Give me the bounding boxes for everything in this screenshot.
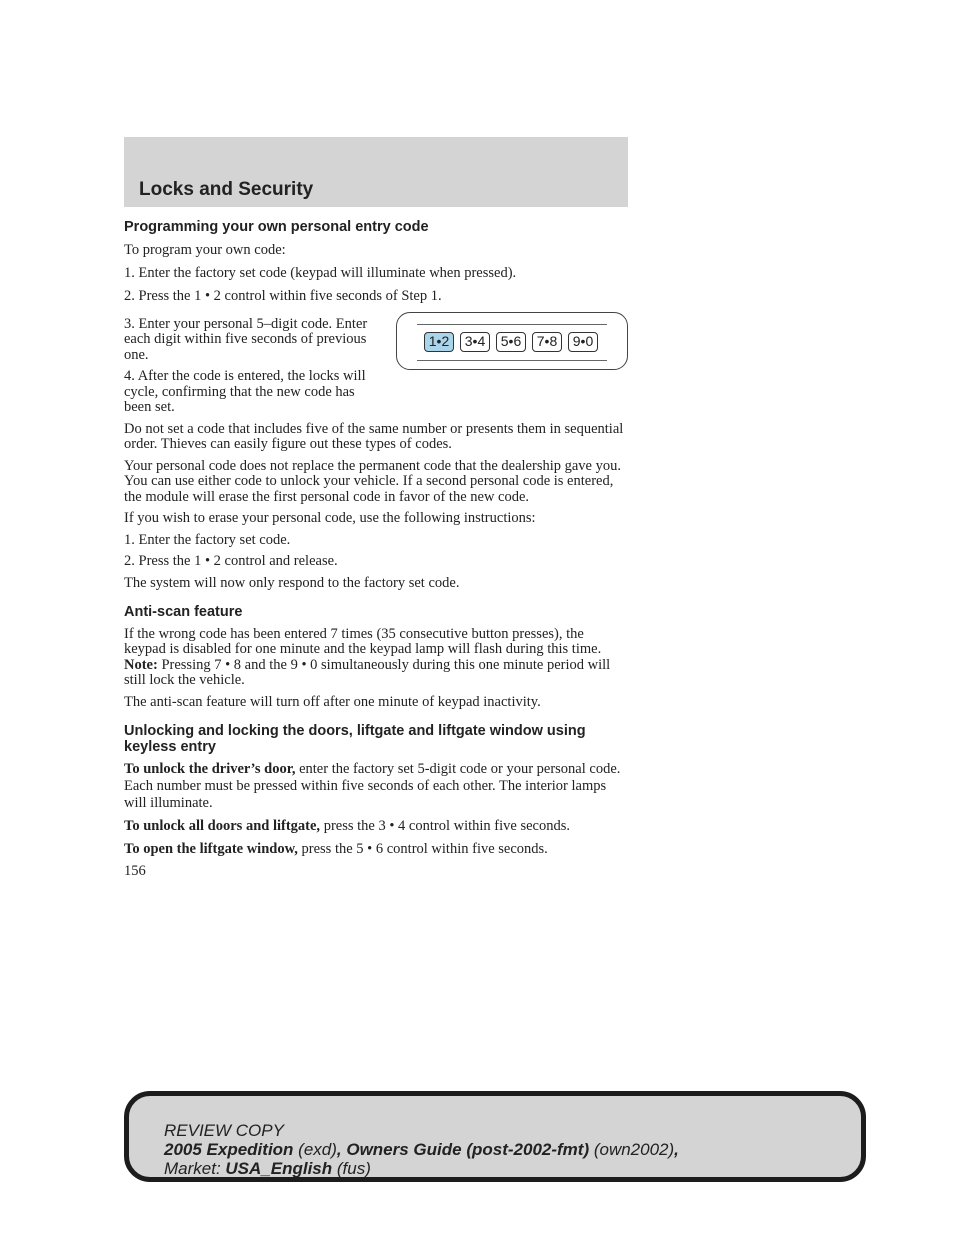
paragraph-warning: Do not set a code that includes five of the same number or presents them in sequential order. Thieves can easily figure out these types of codes. xyxy=(124,420,624,452)
footer-market: USA_English xyxy=(225,1159,333,1178)
footer-market-label: Market: xyxy=(164,1159,226,1178)
step-1: 1. Enter the factory set code (keypad will illuminate when pressed). xyxy=(124,264,517,281)
footer-review-label: REVIEW COPY xyxy=(164,1121,284,1140)
section-title: Locks and Security xyxy=(139,179,314,200)
paragraph-liftgate-window xyxy=(124,841,628,858)
step-4: 4. After the code is entered, the locks will cycle, confirming that the new code has been set. xyxy=(124,368,366,415)
footer-model: 2005 Expedition xyxy=(164,1140,294,1159)
heading-antiscan: Anti-scan feature xyxy=(124,604,243,620)
step-3: 3. Enter your personal 5–digit code. Enter each digit within five seconds of previous one. xyxy=(124,315,368,363)
footer-document-line xyxy=(164,1140,861,1159)
antiscan-text-b: Pressing 7 • 8 and the 9 • 0 simultaneously during this one minute period will still lock the vehicle. xyxy=(124,656,611,688)
steps-column xyxy=(124,317,374,422)
unlock-driver-text: enter the factory set 5-digit code or your personal code. Each number must be pressed within five seconds of each other. The interior lamps will illuminate. xyxy=(124,761,621,811)
footer-guide: , Owners Guide (post-2002-fmt) xyxy=(336,1140,590,1159)
keypad-key-9-0: 9•0 xyxy=(568,332,598,352)
paragraph-antiscan xyxy=(124,627,628,689)
keypad-bottom-line xyxy=(417,360,607,361)
heading-programming: Programming your own personal entry code xyxy=(124,219,429,235)
section-header-band xyxy=(124,137,628,207)
paragraph-unlock-all xyxy=(124,818,628,835)
keypad-top-line xyxy=(417,324,607,325)
review-copy-footer xyxy=(124,1091,866,1182)
page-content xyxy=(124,220,628,886)
keypad-key-7-8: 7•8 xyxy=(532,332,562,352)
erase-step-1: 1. Enter the factory set code. xyxy=(124,531,291,548)
erase-step-2: 2. Press the 1 • 2 control and release. xyxy=(124,553,338,569)
steps-with-keypad xyxy=(124,317,628,422)
footer-market-line xyxy=(164,1159,861,1178)
footer-market-code: (fus) xyxy=(332,1159,371,1178)
paragraph-unlock-driver xyxy=(124,761,628,812)
keypad-illustration xyxy=(396,312,628,370)
footer-review-line xyxy=(164,1121,861,1140)
step-2: 2. Press the 1 • 2 control within five seconds of Step 1. xyxy=(124,287,442,304)
keypad-key-3-4: 3•4 xyxy=(460,332,490,352)
paragraph-intro: To program your own code: xyxy=(124,241,286,258)
footer-guide-code: (own2002) xyxy=(589,1140,675,1159)
heading-unlocking: Unlocking and locking the doors, liftgate and liftgate window using keyless entry xyxy=(124,723,586,755)
paragraph-erase-intro: If you wish to erase your personal code, use the following instructions: xyxy=(124,510,536,526)
footer-model-code: (exd) xyxy=(293,1140,337,1159)
unlock-all-text: press the 3 • 4 control within five seconds. xyxy=(320,818,570,834)
antiscan-text-a: If the wrong code has been entered 7 times (35 consecutive button presses), the keypad is disabled for one minute and the keypad lamp will flash during this time. xyxy=(124,625,602,657)
keypad-keys xyxy=(424,332,598,352)
paragraph-antiscan-off: The anti-scan feature will turn off after one minute of keypad inactivity. xyxy=(124,693,541,710)
liftgate-window-label: To open the liftgate window, xyxy=(124,841,298,857)
paragraph-permanent-code: Your personal code does not replace the permanent code that the dealership gave you. You can use either code to unlock your vehicle. If a second personal code is entered, the module will erase the first personal code in favor of the new code. xyxy=(124,457,621,505)
footer-comma: , xyxy=(674,1140,679,1159)
unlock-all-label: To unlock all doors and liftgate, xyxy=(124,818,321,834)
antiscan-note-label: Note: xyxy=(124,656,158,673)
unlock-driver-label: To unlock the driver’s door, xyxy=(124,761,296,777)
page-number: 156 xyxy=(124,863,146,879)
keypad-key-5-6: 5•6 xyxy=(496,332,526,352)
paragraph-erase-result: The system will now only respond to the factory set code. xyxy=(124,574,460,591)
keypad-key-1-2: 1•2 xyxy=(424,332,454,352)
liftgate-window-text: press the 5 • 6 control within five seconds. xyxy=(297,841,548,857)
